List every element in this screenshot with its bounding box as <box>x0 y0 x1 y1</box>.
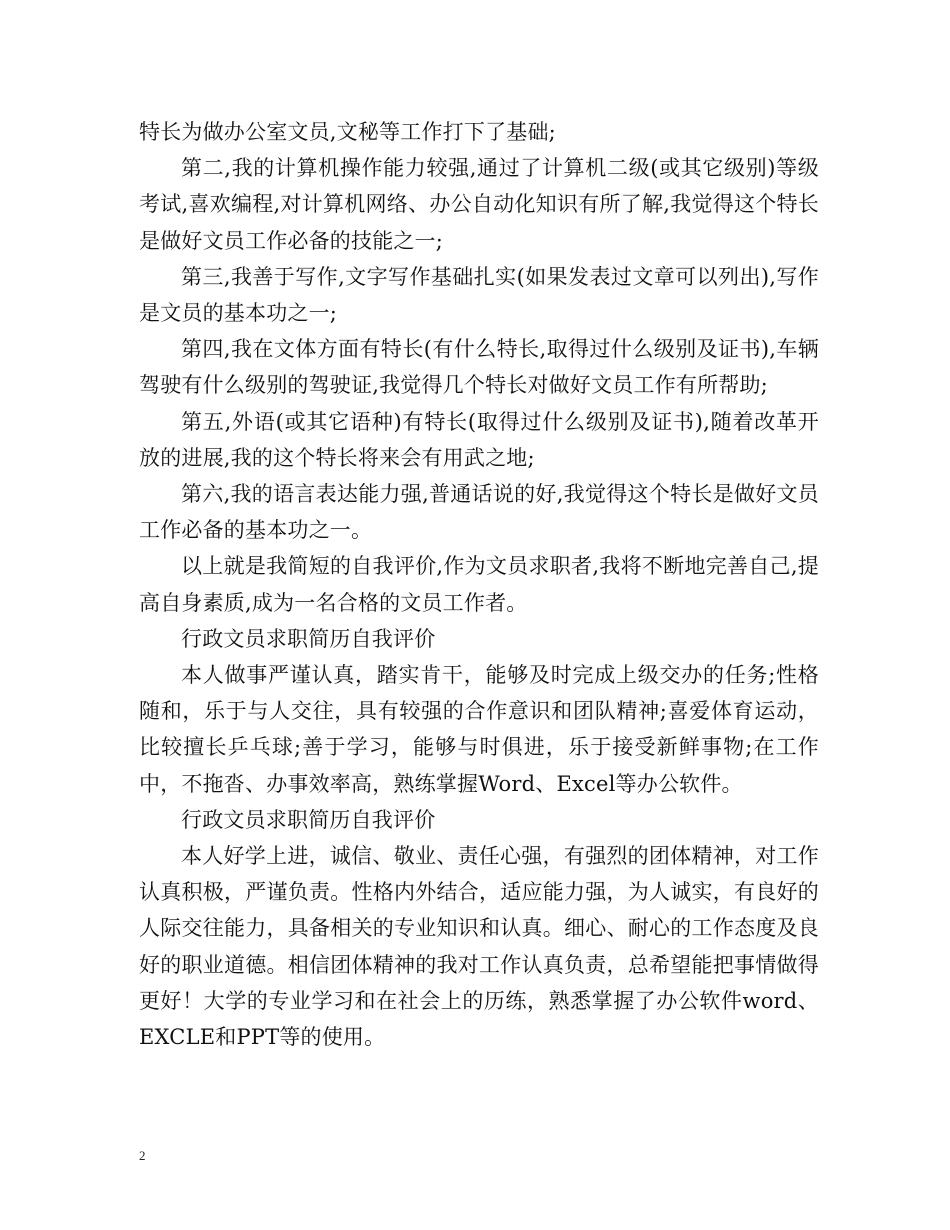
document-body <box>139 114 819 1055</box>
paragraph-third-skill: 第三,我善于写作,文字写作基础扎实(如果发表过文章可以列出),写作是文员的基本功之一; <box>139 264 819 326</box>
paragraph-second-skill: 第二,我的计算机操作能力较强,通过了计算机二级(或其它级别)等级考试,喜欢编程,对计算机网络、办公自动化知识有所了解,我觉得这个特长是做好文员工作必备的技能之一; <box>139 156 819 253</box>
paragraph-self-evaluation-1: 本人做事严谨认真，踏实肯干，能够及时完成上级交办的任务;性格随和，乐于与人交往，具有较强的合作意识和团队精神;喜爱体育运动，比较擅长乒乓球;善于学习，能够与时俱进，乐于接受新鲜事物;在工作中，不拖沓、办事效率高，熟练掌握Word、Excel等办公软件。 <box>139 663 819 796</box>
page-number: 2 <box>139 1148 146 1163</box>
paragraph-fourth-skill: 第四,我在文体方面有特长(有什么特长,取得过什么级别及证书),车辆驾驶有什么级别的驾驶证,我觉得几个特长对做好文员工作有所帮助; <box>139 337 819 398</box>
paragraph-fifth-skill: 第五,外语(或其它语种)有特长(取得过什么级别及证书),随着改革开放的进展,我的这个特长将来会有用武之地; <box>139 409 819 470</box>
paragraph-self-evaluation-2: 本人好学上进，诚信、敬业、责任心强，有强烈的团体精神，对工作认真积极，严谨负责。性格内外结合，适应能力强，为人诚实，有良好的人际交往能力，具备相关的专业知识和认真。细心、耐心的工作态度及良好的职业道德。相信团体精神的我对工作认真负责，总希望能把事情做得更好！大学的专业学习和在社会上的历练，熟悉掌握了办公软件word、EXCLE和PPT等的使用。 <box>139 844 819 1050</box>
section-heading: 行政文员求职简历自我评价 <box>181 626 436 651</box>
section-heading: 行政文员求职简历自我评价 <box>181 807 436 832</box>
paragraph-sixth-skill: 第六,我的语言表达能力强,普通话说的好,我觉得这个特长是做好文员工作必备的基本功之一。 <box>139 482 819 543</box>
paragraph-summary: 以上就是我简短的自我评价,作为文员求职者,我将不断地完善自己,提高自身素质,成为一名合格的文员工作者。 <box>139 554 819 615</box>
paragraph-continuation: 特长为做办公室文员,文秘等工作打下了基础; <box>139 120 556 144</box>
